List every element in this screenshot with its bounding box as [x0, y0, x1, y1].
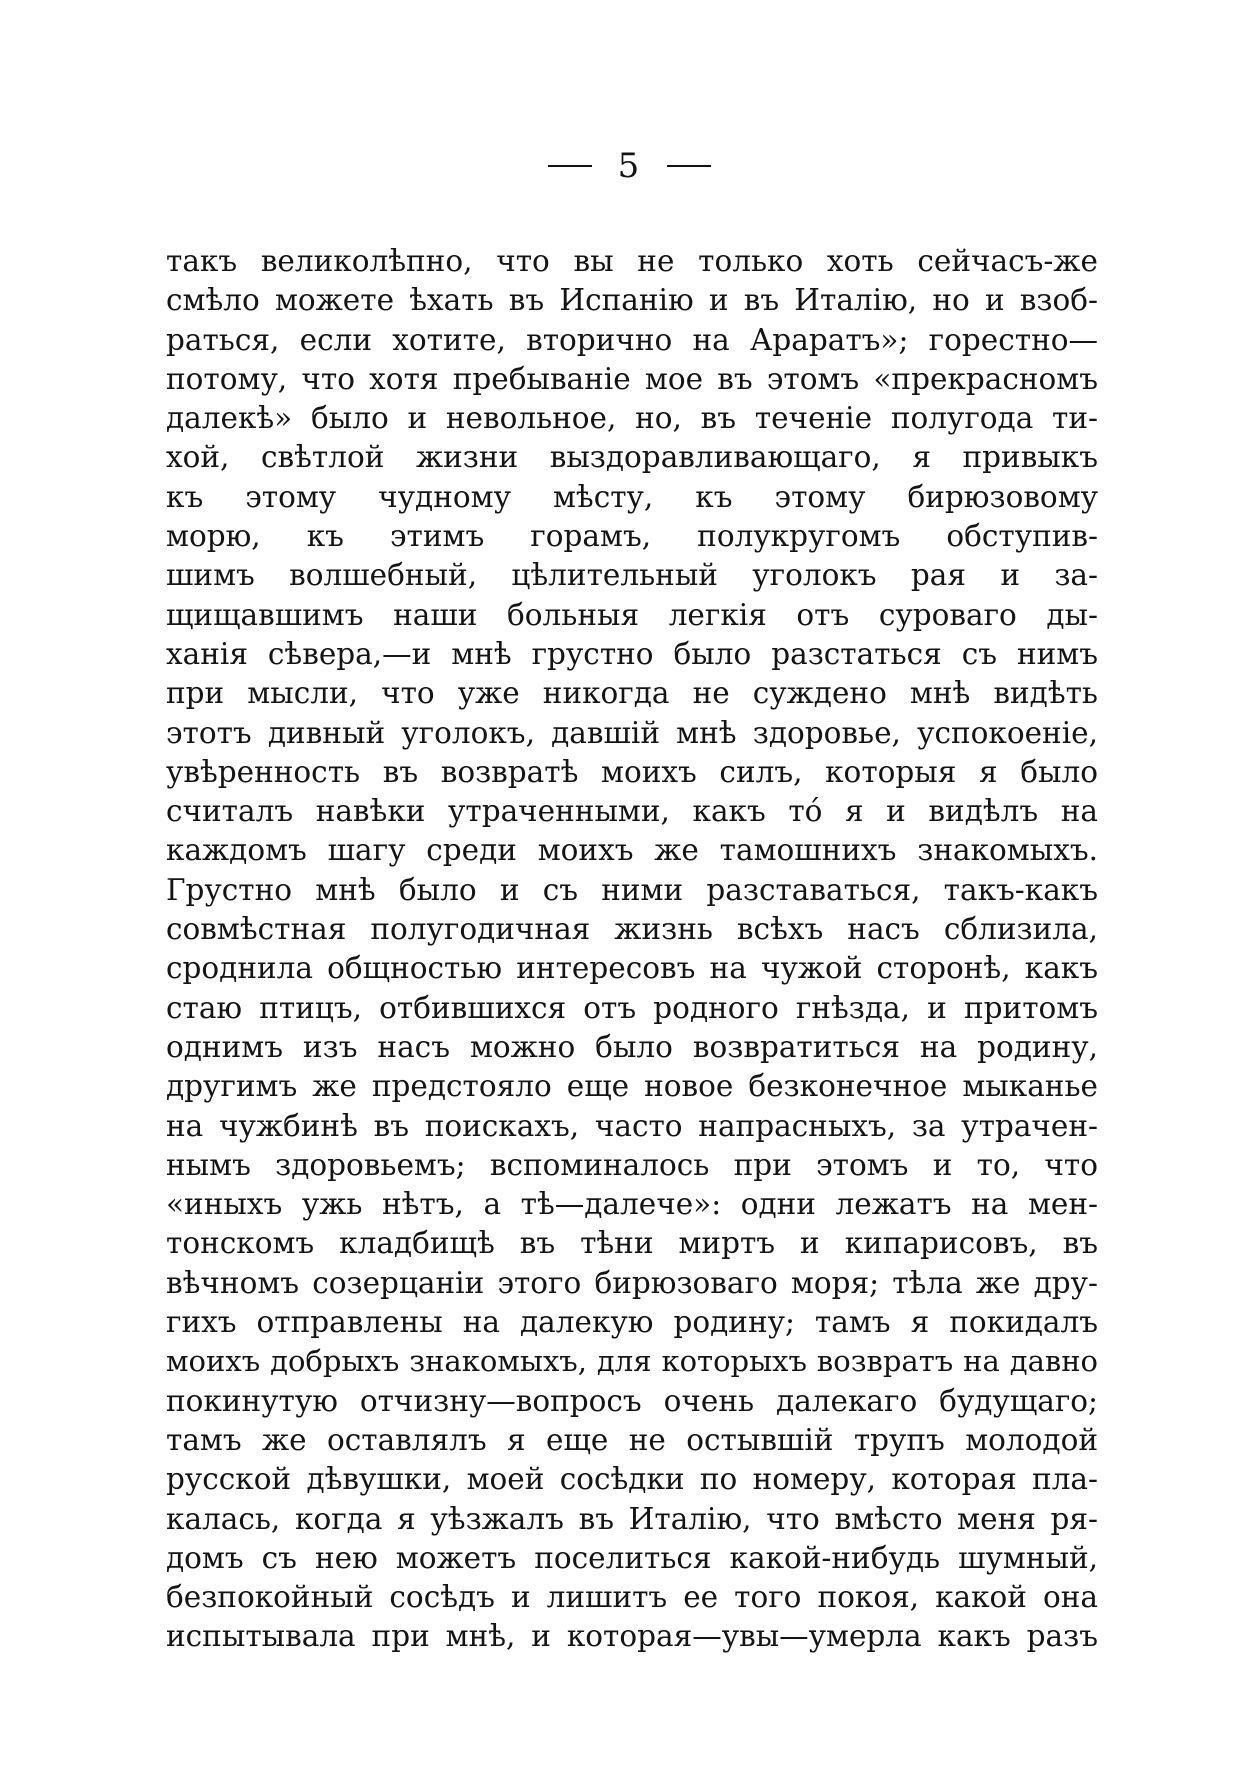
page-number: 5 — [617, 146, 642, 186]
text-line: «иныхъ ужь нѣтъ, а тѣ—далече»: одни лежатъ на мен- — [166, 1187, 1098, 1222]
text-line: морю, къ этимъ горамъ, полукругомъ обступив- — [166, 519, 1098, 554]
text-line: тамъ же оставлялъ я еще не остывшій трупъ молодой — [166, 1422, 1098, 1457]
body-text — [166, 242, 1098, 1657]
text-line: испытывала при мнѣ, и которая—увы—умерла какъ разъ — [166, 1619, 1098, 1654]
text-line: къ этому чудному мѣсту, къ этому бирюзовому — [166, 479, 1098, 514]
text-line: шимъ волшебный, цѣлительный уголокъ рая и за- — [166, 558, 1098, 593]
text-line: этотъ дивный уголокъ, давшій мнѣ здоровье, успокоеніе, — [166, 715, 1098, 750]
text-line: стаю птицъ, отбившихся отъ родного гнѣзда, и притомъ — [166, 990, 1098, 1025]
text-line: щищавшимъ наши больныя легкія отъ суроваго ды- — [166, 597, 1098, 632]
text-line: такъ великолѣпно, что вы не только хоть сейчасъ-же — [166, 244, 1098, 278]
page-number-header — [0, 146, 1259, 186]
text-line: смѣло можете ѣхать въ Испанію и въ Италію, но и взоб- — [166, 283, 1098, 318]
text-line: нымъ здоровьемъ; вспоминалось при этомъ и то, что — [166, 1147, 1098, 1182]
text-line: на чужбинѣ въ поискахъ, часто напрасныхъ, за утрачен- — [166, 1108, 1098, 1143]
text-line: Грустно мнѣ было и съ ними разставаться, такъ-какъ — [166, 872, 1098, 907]
text-line: другимъ же предстояло еще новое безконечное мыканье — [166, 1069, 1098, 1104]
text-line: домъ съ нею можетъ поселиться какой-нибудь шумный, — [166, 1540, 1098, 1575]
text-line: сроднила общностью интересовъ на чужой сторонѣ, какъ — [166, 951, 1098, 986]
text-line: далекѣ» было и невольное, но, въ теченіе полугода ти- — [166, 401, 1098, 436]
text-line: тонскомъ кладбищѣ въ тѣни миртъ и кипарисовъ, въ — [166, 1226, 1098, 1261]
left-dash — [548, 165, 592, 167]
text-line: ханія сѣвера,—и мнѣ грустно было разстаться съ нимъ — [166, 636, 1098, 671]
text-line: совмѣстная полугодичная жизнь всѣхъ насъ сблизила, — [166, 912, 1098, 947]
text-line: гихъ отправлены на далекую родину; тамъ я покидалъ — [166, 1305, 1098, 1340]
text-line: каждомъ шагу среди моихъ же тамошнихъ знакомыхъ. — [166, 833, 1098, 868]
text-line: раться, если хотите, вторично на Араратъ»; горестно— — [166, 322, 1098, 357]
text-line: считалъ навѣки утраченными, какъ то́ я и видѣлъ на — [166, 794, 1098, 829]
right-dash — [667, 165, 711, 167]
text-line: безпокойный сосѣдъ и лишитъ ее того покоя, какой она — [166, 1580, 1098, 1615]
text-line: покинутую отчизну—вопросъ очень далекаго будущаго; — [166, 1383, 1098, 1418]
text-line: хой, свѣтлой жизни выздоравливающаго, я привыкъ — [166, 440, 1098, 475]
text-line: моихъ добрыхъ знакомыхъ, для которыхъ возвратъ на давно — [166, 1344, 1098, 1379]
text-line: вѣчномъ созерцаніи этого бирюзоваго моря; тѣла же дру- — [166, 1265, 1098, 1300]
text-line: однимъ изъ насъ можно было возвратиться на родину, — [166, 1029, 1098, 1064]
text-line: русской дѣвушки, моей сосѣдки по номеру, которая пла- — [166, 1462, 1098, 1497]
text-line: при мысли, что уже никогда не суждено мнѣ видѣть — [166, 676, 1098, 711]
text-line: увѣренность въ возвратѣ моихъ силъ, которыя я было — [166, 754, 1098, 789]
text-line: потому, что хотя пребываніе мое въ этомъ «прекрасномъ — [166, 361, 1098, 396]
text-line: калась, когда я уѣзжалъ въ Италію, что вмѣсто меня ря- — [166, 1501, 1098, 1536]
